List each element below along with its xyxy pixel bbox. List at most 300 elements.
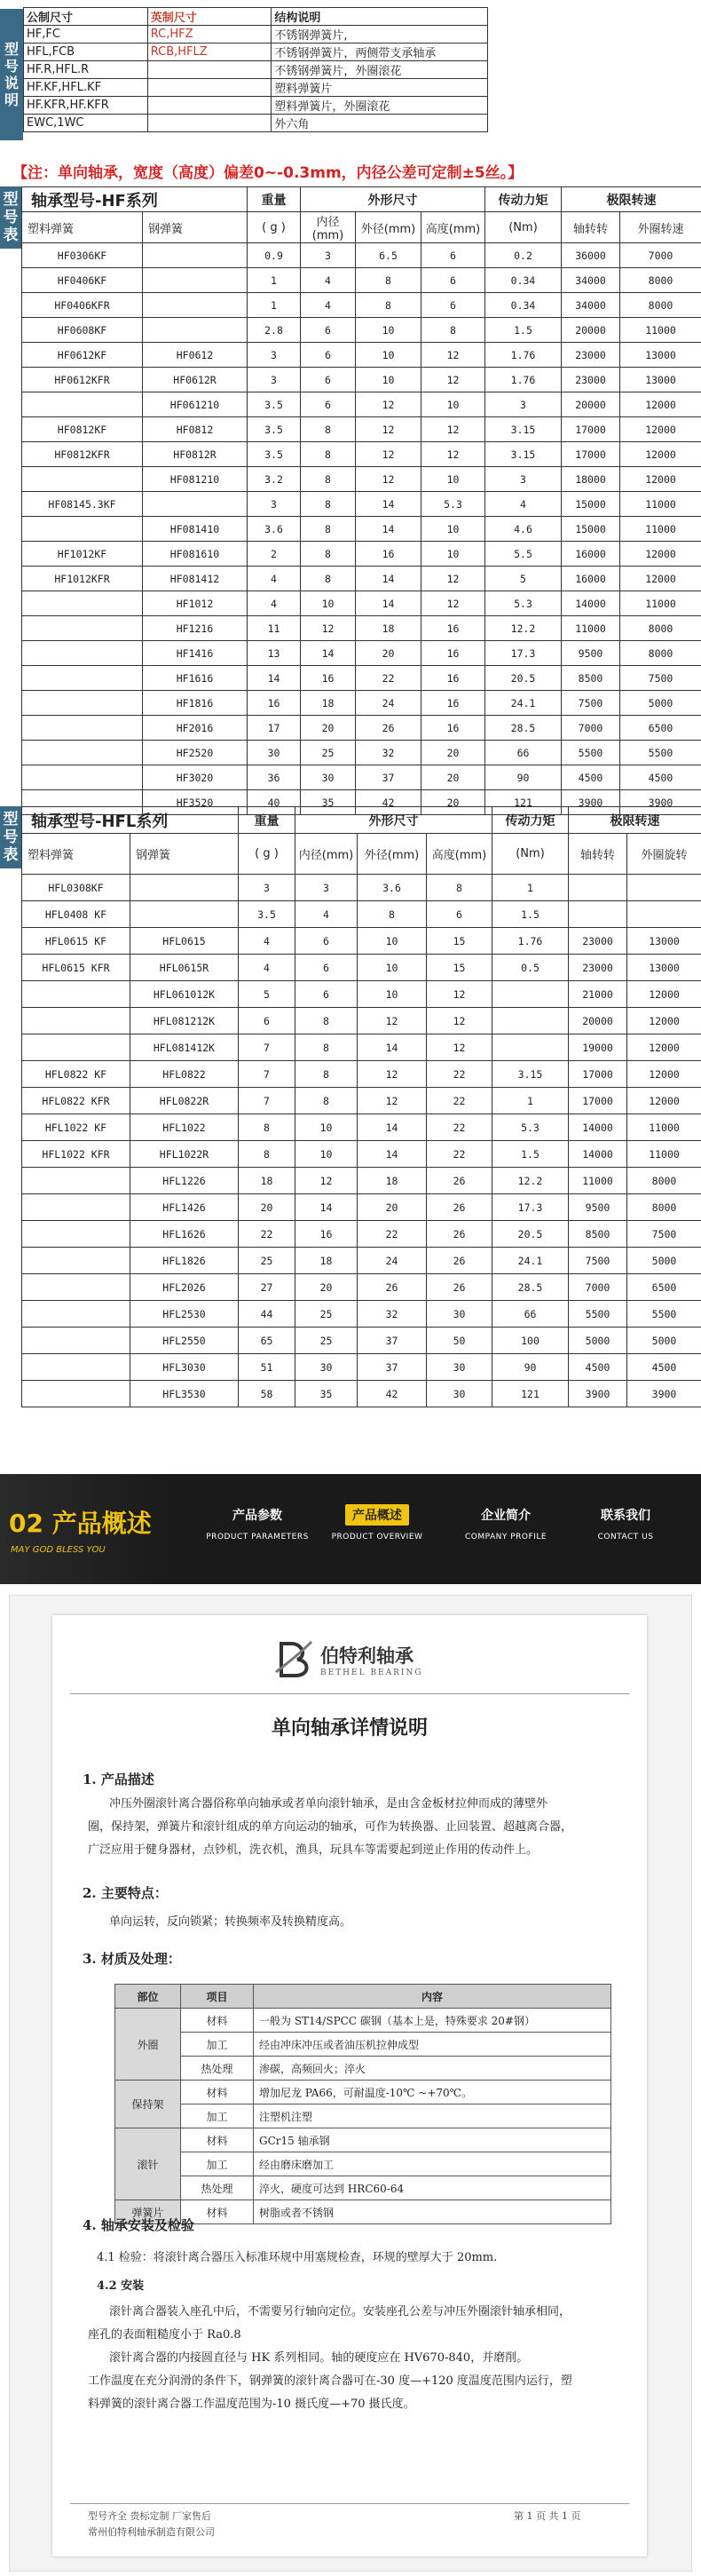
table-cell: 3	[485, 392, 562, 417]
table-cell: HF0612R	[143, 368, 248, 392]
nav-sublabel: PRODUCT PARAMETERS	[206, 1533, 309, 1542]
table-cell: HF3520	[143, 790, 248, 815]
table-cell	[143, 293, 248, 318]
table-cell: 3	[248, 492, 301, 517]
table-cell: 11000	[569, 1168, 627, 1194]
table-cell: HFL2530	[130, 1301, 239, 1328]
table-cell: 8	[295, 1061, 358, 1088]
table-cell: 材料	[181, 2009, 254, 2033]
table-cell	[22, 591, 143, 616]
table-cell	[22, 641, 143, 666]
table-cell: 0.34	[485, 268, 562, 293]
table-cell: 30	[301, 765, 356, 790]
table-cell: HFL0615	[130, 928, 239, 955]
table-cell: HF,FC	[24, 26, 148, 44]
table-cell	[22, 392, 143, 417]
table-cell: HF0612	[143, 343, 248, 368]
table-cell: 3.5	[248, 417, 301, 442]
table-cell: HFL1226	[130, 1168, 239, 1194]
table-cell	[147, 61, 272, 79]
nav-product-parameters[interactable]	[200, 1504, 315, 1542]
table-cell	[147, 115, 272, 132]
table-cell	[143, 268, 248, 293]
table-cell: 26	[427, 1194, 492, 1221]
table-cell: 3.5	[248, 442, 301, 467]
table-cell: 3.15	[485, 442, 562, 467]
table-cell	[22, 1381, 130, 1407]
table-cell: 16	[295, 1221, 358, 1248]
table-cell: 8	[295, 1088, 358, 1114]
nav-contact-us[interactable]	[568, 1504, 683, 1542]
table-cell	[627, 875, 701, 901]
table-row	[22, 1008, 701, 1034]
table-cell: HF2016	[143, 716, 248, 741]
table-cell: 8	[301, 492, 356, 517]
table-cell: 8	[295, 1008, 358, 1034]
table-cell: 12000	[627, 1034, 701, 1061]
table-cell: 37	[358, 1354, 427, 1381]
table-cell: 22	[427, 1088, 492, 1114]
section-1-heading: 1. 产品描述	[83, 1771, 154, 1787]
table-row	[22, 716, 701, 741]
table-cell: 100	[492, 1328, 569, 1354]
table-cell	[569, 875, 627, 901]
table-cell: 20.5	[492, 1221, 569, 1248]
table-cell: 121	[492, 1381, 569, 1407]
table-cell	[627, 901, 701, 928]
table-row	[22, 417, 701, 442]
model-code-table	[23, 7, 488, 132]
table-cell: HF2520	[143, 741, 248, 765]
table-cell: HF081412	[143, 567, 248, 591]
table-row	[22, 1061, 701, 1088]
header-divider	[70, 1693, 629, 1694]
table-cell: 7500	[620, 666, 701, 691]
table-cell: 钢弹簧	[130, 834, 239, 875]
table-cell: 6	[301, 392, 356, 417]
table-cell: HF081610	[143, 542, 248, 567]
table-cell: 20	[358, 1194, 427, 1221]
table-cell: 23000	[562, 368, 620, 392]
table-cell: 12000	[627, 1061, 701, 1088]
table-cell: 11000	[620, 318, 701, 343]
table-row	[22, 741, 701, 765]
nav-company-profile[interactable]	[448, 1504, 563, 1542]
table-row	[22, 517, 701, 542]
table-cell: 3900	[627, 1381, 701, 1407]
table-cell: 37	[358, 1328, 427, 1354]
table-cell: (Nm)	[492, 834, 569, 875]
table-cell: 18	[358, 1168, 427, 1194]
table-row	[22, 981, 701, 1008]
table-row	[24, 26, 488, 44]
document-viewer	[9, 1595, 692, 2572]
table-cell: HFL081212K	[130, 1008, 239, 1034]
table-cell: 14	[356, 492, 421, 517]
table-cell: 项目	[181, 1985, 254, 2009]
table-cell: 26	[358, 1274, 427, 1301]
table-row	[22, 318, 701, 343]
table-cell: 4	[485, 492, 562, 517]
table-cell: 3.6	[358, 875, 427, 901]
table-cell: 高度(mm)	[421, 212, 485, 243]
table-cell: 34000	[562, 293, 620, 318]
table-cell: 23000	[562, 343, 620, 368]
document-page	[52, 1615, 647, 2556]
table-cell: 材料	[181, 2200, 254, 2224]
table-cell: 30	[427, 1301, 492, 1328]
table-cell: 6	[239, 1008, 295, 1034]
table-cell: 8	[301, 542, 356, 567]
table-cell: 3	[295, 875, 358, 901]
table-cell: 轴承型号-HFL系列	[22, 807, 239, 834]
table-cell: 16	[356, 542, 421, 567]
table-cell: 12	[427, 981, 492, 1008]
table-cell: 不锈钢弹簧片，外圈滚花	[272, 61, 488, 79]
table-cell: 13000	[627, 928, 701, 955]
table-cell: 20	[356, 641, 421, 666]
table-cell: 1.76	[485, 343, 562, 368]
table-cell: 8	[301, 517, 356, 542]
table-cell: 27	[239, 1274, 295, 1301]
section-banner	[0, 1474, 701, 1584]
table-cell	[22, 1194, 130, 1221]
table-cell: 30	[295, 1354, 358, 1381]
table-cell: 1.5	[492, 901, 569, 928]
table-row	[22, 542, 701, 567]
section-4-2-heading: 4.2 安装	[97, 2279, 145, 2293]
table-cell: 35	[295, 1381, 358, 1407]
section-4-1-text: 4.1 检验：将滚针离合器压入标准环规中用塞规检查，环规的壁厚大于 20mm.	[97, 2251, 498, 2264]
table-cell: 12	[301, 616, 356, 641]
table-cell: 注塑机注塑	[254, 2104, 611, 2128]
table-cell: 6	[295, 981, 358, 1008]
table-cell	[22, 616, 143, 641]
table-cell: 外径(mm)	[358, 834, 427, 875]
table-cell: HF0608KF	[22, 318, 143, 343]
table-cell: 4	[239, 955, 295, 981]
table-cell: 8000	[620, 293, 701, 318]
table-cell	[569, 901, 627, 928]
table-cell: 热处理	[181, 2057, 254, 2081]
table-cell: 16	[248, 691, 301, 716]
table-row	[22, 641, 701, 666]
table-cell: 15	[427, 928, 492, 955]
table-cell: 8000	[627, 1194, 701, 1221]
table-cell: 7	[239, 1061, 295, 1088]
table-cell: HF081410	[143, 517, 248, 542]
company-logo	[272, 1638, 423, 1681]
table-row	[22, 616, 701, 641]
table-cell: 7000	[620, 243, 701, 268]
table-cell: 淬火，硬度可达到 HRC60-64	[254, 2176, 611, 2200]
table-cell: 14000	[569, 1114, 627, 1141]
table-cell: RCB,HFLZ	[147, 44, 272, 61]
table-cell: 24	[358, 1248, 427, 1274]
table-cell: 12	[421, 442, 485, 467]
footer-page-number: 第 1 页 共 1 页	[514, 2510, 581, 2522]
table-cell: 12	[356, 467, 421, 492]
table-cell: 11000	[627, 1141, 701, 1168]
table-cell: 1.5	[485, 318, 562, 343]
table-cell: 12	[358, 1008, 427, 1034]
table-cell: 3	[248, 343, 301, 368]
table-cell: 加工	[181, 2152, 254, 2176]
table-cell: 6.5	[356, 243, 421, 268]
table-cell: 20	[295, 1274, 358, 1301]
table-cell: 16	[421, 666, 485, 691]
table-cell: 6500	[620, 716, 701, 741]
table-cell: 10	[295, 1141, 358, 1168]
paragraph-line: 圈，保持架，弹簧片和滚针组成的单方向运动的轴承，可作为转换器、止回装置、超越离合器，	[88, 1820, 573, 1834]
table-cell: HF1012KF	[22, 542, 143, 567]
table-cell: 17.3	[485, 641, 562, 666]
table-cell: 0.34	[485, 293, 562, 318]
table-cell: HF.KF,HFL.KF	[24, 79, 148, 97]
table-cell: 14	[356, 591, 421, 616]
table-cell: HF081210	[143, 467, 248, 492]
table-cell: 8	[295, 1034, 358, 1061]
table-header-row	[24, 8, 488, 26]
table-cell: 11000	[620, 517, 701, 542]
table-cell: 渗碳，高频回火；淬火	[254, 2057, 611, 2081]
table-row	[22, 1328, 701, 1354]
table-cell: 10	[358, 955, 427, 981]
table-row	[22, 368, 701, 392]
table-cell: 极限转速	[562, 187, 701, 212]
table-cell: 17000	[569, 1088, 627, 1114]
table-cell: HFL1826	[130, 1248, 239, 1274]
table-cell: 6500	[627, 1274, 701, 1301]
table-cell: 内径(mm)	[295, 834, 358, 875]
table-cell: HF1416	[143, 641, 248, 666]
table-cell: 18000	[562, 467, 620, 492]
table-cell: 1.5	[492, 1141, 569, 1168]
section-3-heading: 3. 材质及处理：	[83, 1951, 181, 1967]
model-description	[0, 0, 701, 151]
table-cell: 14000	[562, 591, 620, 616]
table-row	[115, 2128, 611, 2152]
paragraph-line: 料弹簧的滚针离合器工作温度范围为-10 摄氏度—+70 摄氏度。	[88, 2398, 415, 2411]
table-cell: RC,HFZ	[147, 26, 272, 44]
table-cell: 1	[492, 1088, 569, 1114]
table-cell: 12	[421, 567, 485, 591]
paragraph-line: 滚针离合器装入座孔中后，不需要另行轴向定位。安装座孔公差与冲压外圈滚针轴承相同，	[109, 2305, 571, 2318]
table-row	[22, 901, 701, 928]
material-table	[114, 1984, 611, 2224]
table-cell: 20000	[562, 318, 620, 343]
table-cell: HFL1022	[130, 1114, 239, 1141]
table-cell: 10	[356, 343, 421, 368]
table-cell: 钢弹簧	[143, 212, 248, 243]
table-cell: 30	[248, 741, 301, 765]
table-cell: 11000	[620, 492, 701, 517]
table-cell: 10	[421, 542, 485, 567]
table-cell: 36	[248, 765, 301, 790]
table-cell: 12.2	[492, 1168, 569, 1194]
table-cell: 14	[301, 641, 356, 666]
table-cell: 6	[295, 955, 358, 981]
table-cell: 90	[485, 765, 562, 790]
table-cell	[147, 97, 272, 115]
table-cell: 轴转转	[562, 212, 620, 243]
table-cell: 5000	[569, 1328, 627, 1354]
table-cell: 12000	[620, 442, 701, 467]
table-cell: HFL0615 KFR	[22, 955, 130, 981]
table-cell: 经由磨床磨加工	[254, 2152, 611, 2176]
table-cell: HFL1022 KF	[22, 1114, 130, 1141]
table-cell: 7000	[562, 716, 620, 741]
table-cell: 8	[239, 1114, 295, 1141]
table-cell: 8000	[620, 268, 701, 293]
table-cell: 34000	[562, 268, 620, 293]
table-cell: 11000	[627, 1114, 701, 1141]
table-cell: 部位	[115, 1985, 181, 2009]
table-cell: HF0612KF	[22, 343, 143, 368]
table-cell: 10	[356, 368, 421, 392]
table-cell: HF3020	[143, 765, 248, 790]
table-cell: 英制尺寸	[147, 8, 272, 26]
section-2-text: 单向运转，反向锁紧；转换频率及转换精度高。	[109, 1915, 352, 1929]
table-row	[115, 2104, 611, 2128]
table-cell	[22, 1354, 130, 1381]
table-cell: 10	[295, 1114, 358, 1141]
table-cell: 3	[485, 467, 562, 492]
table-row	[24, 44, 488, 61]
table-cell: HFL081412K	[130, 1034, 239, 1061]
table-cell	[492, 1034, 569, 1061]
table-cell: 20000	[562, 392, 620, 417]
table-cell: 5000	[627, 1248, 701, 1274]
table-cell: 弹簧片	[115, 2200, 181, 2224]
table-cell: 8	[356, 293, 421, 318]
table-cell: 1.76	[492, 928, 569, 955]
table-cell: 塑料弹簧	[22, 834, 130, 875]
table-cell: 18	[301, 691, 356, 716]
table-cell: HFL0822 KF	[22, 1061, 130, 1088]
side-label-model-desc: 型号说明	[0, 9, 23, 140]
table-cell: 20	[421, 741, 485, 765]
paragraph-line: 工作温度在充分润滑的条件下，钢弹簧的滚针离合器可在-30 度—+120 度温度范围内运行，塑	[88, 2374, 572, 2388]
table-cell: 外六角	[272, 115, 488, 132]
table-cell: 2	[248, 542, 301, 567]
table-cell: 3900	[562, 790, 620, 815]
table-cell: 24.1	[492, 1248, 569, 1274]
table-cell: 14	[358, 1114, 427, 1141]
table-cell: HFL0308KF	[22, 875, 130, 901]
paragraph-line: 冲压外圈滚针离合器俗称单向轴承或者单向滚针轴承，是由含金板材拉伸而成的薄壁外	[109, 1797, 548, 1811]
table-cell: HF0612KFR	[22, 368, 143, 392]
table-cell: 12000	[627, 981, 701, 1008]
table-cell: 10	[356, 318, 421, 343]
table-cell: 3900	[620, 790, 701, 815]
table-cell: 外圈转速	[620, 212, 701, 243]
table-cell: 17000	[562, 417, 620, 442]
table-cell: HF0406KF	[22, 268, 143, 293]
table-cell: 3.6	[248, 517, 301, 542]
nav-product-overview[interactable]	[319, 1504, 435, 1542]
table-cell: 32	[356, 741, 421, 765]
table-cell: HF1816	[143, 691, 248, 716]
table-row	[22, 1088, 701, 1114]
banner-subtitle: MAY GOD BLESS YOU	[11, 1545, 106, 1555]
table-cell: HFL0822R	[130, 1088, 239, 1114]
table-cell: 20	[239, 1194, 295, 1221]
table-cell: HFL1626	[130, 1221, 239, 1248]
table-cell: HF061210	[143, 392, 248, 417]
table-row	[22, 1354, 701, 1381]
table-cell: 8	[301, 467, 356, 492]
table-cell: 9500	[562, 641, 620, 666]
table-cell	[143, 318, 248, 343]
table-cell: HF0812KF	[22, 417, 143, 442]
table-cell: 10	[421, 467, 485, 492]
table-cell: 16000	[562, 567, 620, 591]
table-row	[22, 1168, 701, 1194]
table-cell: 8000	[627, 1168, 701, 1194]
table-cell: 塑料弹簧片，外圈滚花	[272, 97, 488, 115]
nav-label: 企业简介	[481, 1509, 531, 1523]
table-cell: 塑料弹簧	[22, 212, 143, 243]
hfl-series-table	[21, 806, 701, 1407]
table-cell	[22, 1168, 130, 1194]
table-subheader-row	[22, 212, 701, 243]
table-cell	[143, 243, 248, 268]
table-cell: 15000	[562, 492, 620, 517]
table-cell: HF0812R	[143, 442, 248, 467]
table-row	[115, 2009, 611, 2033]
table-cell: 14	[295, 1194, 358, 1221]
table-cell: 12000	[620, 542, 701, 567]
table-cell: 16	[421, 716, 485, 741]
table-cell	[22, 1328, 130, 1354]
table-cell	[130, 875, 239, 901]
table-cell: 1.76	[485, 368, 562, 392]
table-cell: 材料	[181, 2128, 254, 2152]
table-cell: 25	[295, 1301, 358, 1328]
table-cell: 26	[427, 1248, 492, 1274]
logo-name-cn: 伯特利轴承	[320, 1645, 414, 1667]
table-cell: HF1012KFR	[22, 567, 143, 591]
table-cell: 12000	[620, 392, 701, 417]
table-cell: 4500	[620, 765, 701, 790]
table-cell: 14000	[569, 1141, 627, 1168]
table-row	[22, 293, 701, 318]
table-cell: 传动力矩	[492, 807, 569, 834]
table-cell: 6	[301, 318, 356, 343]
table-cell: 公制尺寸	[24, 8, 148, 26]
table-cell: 12000	[620, 467, 701, 492]
table-cell: HFL061012K	[130, 981, 239, 1008]
table-cell: 13000	[620, 343, 701, 368]
document-title: 单向轴承详情说明	[271, 1717, 428, 1740]
table-cell: 17000	[569, 1061, 627, 1088]
table-cell: HFL3530	[130, 1381, 239, 1407]
table-cell: 20	[421, 790, 485, 815]
table-cell: 极限转速	[569, 807, 701, 834]
table-cell: 28.5	[492, 1274, 569, 1301]
table-cell: 12	[421, 368, 485, 392]
table-cell: 8	[301, 417, 356, 442]
table-cell: 5500	[627, 1301, 701, 1328]
table-cell: 6	[301, 368, 356, 392]
table-cell: HF.R,HFL.R	[24, 61, 148, 79]
table-cell: 塑料弹簧片	[272, 79, 488, 97]
logo-name-en: BETHEL BEARING	[320, 1668, 423, 1677]
table-cell: HF0812KFR	[22, 442, 143, 467]
table-cell: 10	[358, 928, 427, 955]
table-cell: HF.KFR,HF.KFR	[24, 97, 148, 115]
